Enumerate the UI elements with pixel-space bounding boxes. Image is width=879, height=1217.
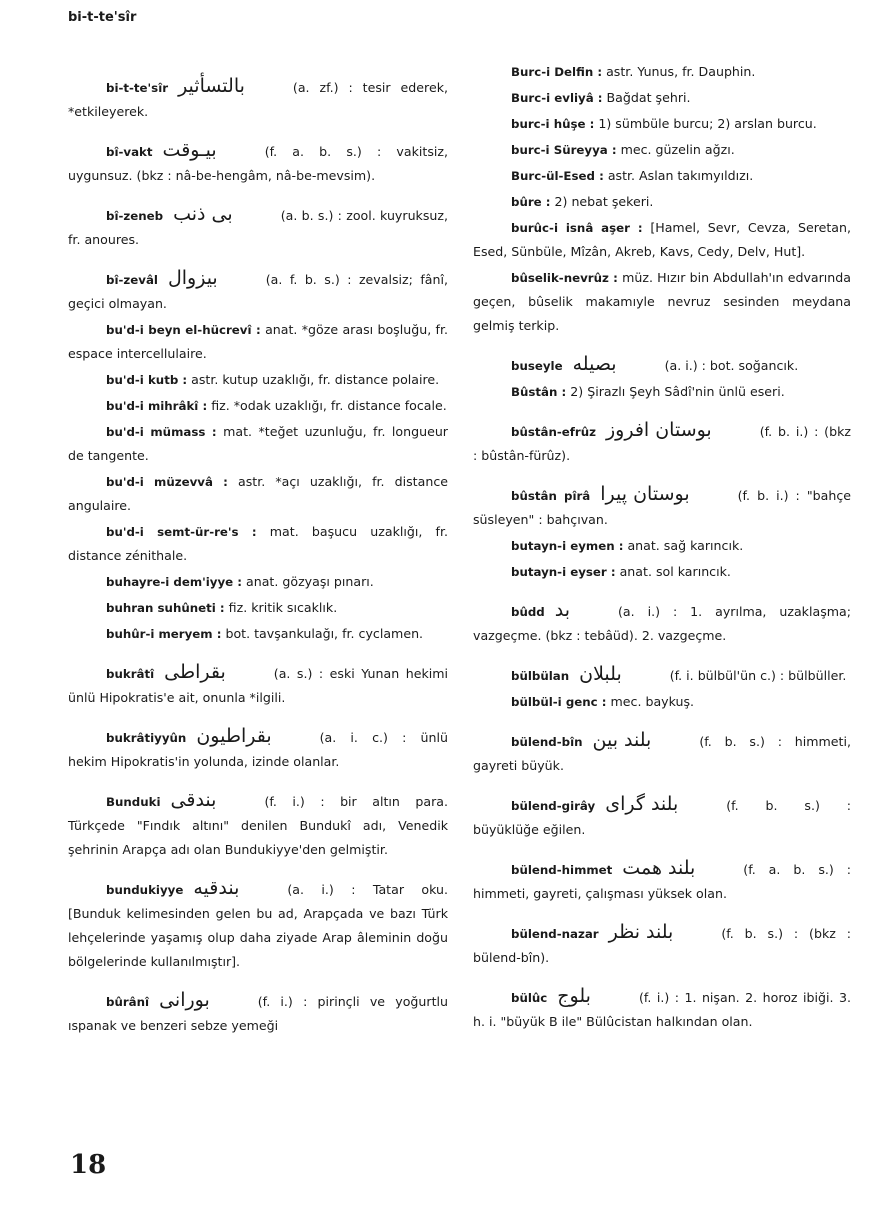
entry-headword: bundukiyye [106, 883, 184, 897]
entry-headword: bî-zeneb [106, 209, 164, 223]
dictionary-entry [68, 394, 448, 418]
dictionary-entry [473, 86, 851, 110]
entry-definition: (f. i. bülbül'ün c.) : bülbüller. [669, 668, 847, 683]
entry-headword: bî-vakt [106, 145, 153, 159]
entry-definition: (a. i.) : 1. ayrılma, uzaklaşma; vazgeçme. (bkz : tebâüd). 2. vazgeçme. [473, 604, 851, 643]
entry-definition: 2) nebat şekeri. [554, 194, 654, 209]
entry-headword: bülend-nazar [511, 927, 599, 941]
entry-headword: bûrânî [106, 995, 150, 1009]
entry-headword: bülbül-i genc : [511, 695, 607, 709]
dictionary-entry [473, 138, 851, 162]
entry-arabic-script: بقراطيون [196, 725, 272, 747]
entry-definition: (a. zf.) : tesir ederek, *etkileyerek. [68, 80, 448, 119]
entry-arabic-script: بلبلان [579, 663, 622, 685]
dictionary-entry [473, 598, 851, 648]
entry-definition: (f. b. s.) : (bkz : bülend-bîn). [473, 926, 851, 965]
entry-definition: anat. sağ karıncık. [627, 538, 744, 553]
page-number: 18 [70, 1150, 107, 1180]
entry-headword: bu'd-i semt-ür-re's : [106, 525, 257, 539]
entry-definition: astr. kutup uzaklığı, fr. distance polaire. [191, 372, 440, 387]
entry-headword: bülend-himmet [511, 863, 613, 877]
dictionary-entry [68, 520, 448, 568]
entry-definition: mat. başucu uzaklığı, fr. distance zénithale. [68, 524, 449, 563]
dictionary-entry [473, 984, 851, 1034]
entry-definition: mat. *teğet uzunluğu, fr. longueur de tangente. [68, 424, 448, 463]
entry-arabic-script: بوستان پيرا [600, 483, 690, 505]
entry-headword: bûstân pîrâ [511, 489, 591, 503]
dictionary-entry [68, 470, 448, 518]
dictionary-entry [473, 380, 851, 404]
dictionary-entry [68, 202, 448, 252]
dictionary-entry [473, 190, 851, 214]
dictionary-entry [473, 112, 851, 136]
entry-definition: astr. Yunus, fr. Dauphin. [606, 64, 756, 79]
entry-headword: bu'd-i mihrâkî : [106, 399, 208, 413]
entry-arabic-script: بى ذنب [173, 203, 233, 225]
entry-arabic-script: بوستان افروز [605, 419, 712, 441]
dictionary-entry [473, 60, 851, 84]
entry-definition: astr. Aslan takımyıldızı. [607, 168, 754, 183]
entry-definition: (f. b. s.) : himmeti, gayreti büyük. [473, 734, 851, 773]
entry-headword: bukrâtî [106, 667, 155, 681]
entry-arabic-script: بيـوقت [162, 139, 217, 161]
entry-arabic-script: بصيله [572, 353, 617, 375]
entry-definition: (a. b. s.) : zool. kuyruksuz, fr. anoures. [68, 208, 448, 247]
entry-arabic-script: بندقى [170, 789, 217, 811]
entry-headword: buhûr-i meryem : [106, 627, 222, 641]
entry-definition: (f. i.) : 1. nişan. 2. horoz ibiği. 3. h. i. "büyük B ile" Bülûcistan halkından olan. [473, 990, 851, 1029]
running-title: bi-t-te'sîr [68, 10, 137, 25]
entry-definition: (a. s.) : eski Yunan hekimi ünlü Hipokratis'e ait, onunla *ilgili. [68, 666, 448, 705]
entry-definition: müz. Hızır bin Abdullah'ın edvarında geçen, bûselik makamıyle nevruz sesinden meydana gelmiş terkip. [473, 270, 851, 333]
entry-definition: 2) Şirazlı Şeyh Sâdî'nin ünlü eseri. [570, 384, 785, 399]
entry-definition: mec. güzelin ağzı. [620, 142, 735, 157]
dictionary-entry [473, 690, 851, 714]
entry-definition: anat. gözyaşı pınarı. [246, 574, 374, 589]
entry-definition: mec. baykuş. [610, 694, 695, 709]
dictionary-entry [68, 596, 448, 620]
right-column [473, 60, 851, 1034]
dictionary-entry [68, 788, 448, 862]
dictionary-entry [473, 216, 851, 264]
entry-definition: (f. a. b. s.) : himmeti, gayreti, çalışması yüksek olan. [473, 862, 851, 901]
entry-headword: bûre : [511, 195, 551, 209]
left-column [68, 60, 448, 1038]
entry-headword: bülbülan [511, 669, 570, 683]
dictionary-entry [473, 728, 851, 778]
entry-headword: buseyle [511, 359, 563, 373]
entry-definition: (a. f. b. s.) : zevalsiz; fânî, geçici olmayan. [68, 272, 448, 311]
entry-headword: bûstân-efrûz [511, 425, 596, 439]
entry-arabic-script: بلند بين [592, 729, 652, 751]
entry-arabic-script: بالتسأثير [178, 75, 245, 97]
entry-headword: burc-i Süreyya : [511, 143, 617, 157]
dictionary-entry [473, 792, 851, 842]
dictionary-entry [68, 570, 448, 594]
dictionary-entry [68, 266, 448, 316]
dictionary-entry [68, 622, 448, 646]
dictionary-entry [473, 482, 851, 532]
dictionary-entry [473, 920, 851, 970]
entry-definition: (f. b. i.) : "bahçe süsleyen" : bahçıvan. [473, 488, 851, 527]
entry-headword: bukrâtiyyûn [106, 731, 187, 745]
entry-headword: Burc-ül-Esed : [511, 169, 604, 183]
dictionary-entry [68, 724, 448, 774]
dictionary-entry [68, 368, 448, 392]
entry-headword: bî-zevâl [106, 273, 158, 287]
entry-definition: (f. i.) : bir altın para. Türkçede "Fındık altını" denilen Bundukî adı, Venedik şehrinin Arapça adı olan Bundukiyye'den gelmiştir. [68, 794, 448, 857]
dictionary-entry [473, 662, 851, 688]
entry-definition: (f. b. s.) : büyüklüğe eğilen. [473, 798, 851, 837]
dictionary-entry [473, 560, 851, 584]
entry-headword: buhayre-i dem'iyye : [106, 575, 242, 589]
entry-headword: bu'd-i müzevvâ : [106, 475, 228, 489]
entry-arabic-script: بقراطى [164, 661, 226, 683]
entry-definition: bot. tavşankulağı, fr. cyclamen. [225, 626, 424, 641]
entry-definition: fiz. kritik sıcaklık. [228, 600, 338, 615]
entry-headword: bu'd-i beyn el-hücrevî : [106, 323, 261, 337]
entry-definition: 1) sümbüle burcu; 2) arslan burcu. [598, 116, 817, 131]
entry-definition: (f. a. b. s.) : vakitsiz, uygunsuz. (bkz : nâ-be-hengâm, nâ-be-mevsim). [68, 144, 448, 183]
dictionary-entry [68, 660, 448, 710]
dictionary-entry [68, 420, 448, 468]
entry-headword: Bûstân : [511, 385, 567, 399]
dictionary-entry [68, 138, 448, 188]
entry-definition: (a. i.) : bot. soğancık. [664, 358, 799, 373]
entry-definition: (a. i.) : Tatar oku. [Bunduk kelimesinden gelen bu ad, Arapçada ve bazı Türk lehçelerinde yaşamış olup daha ziyade Arap âleminin doğu bölgelerinde kullanılmıştır]. [68, 882, 448, 969]
entry-headword: bi-t-te'sîr [106, 81, 169, 95]
entry-headword: bûdd [511, 605, 545, 619]
entry-arabic-script: بد [554, 599, 570, 621]
entry-arabic-script: بلند همت [622, 857, 696, 879]
entry-headword: butayn-i eymen : [511, 539, 624, 553]
entry-definition: (f. b. i.) : (bkz : bûstân-fürûz). [473, 424, 851, 463]
entry-definition: astr. *açı uzaklığı, fr. distance angulaire. [68, 474, 448, 513]
entry-arabic-script: بورانى [159, 989, 210, 1011]
entry-headword: butayn-i eyser : [511, 565, 616, 579]
entry-headword: bülûc [511, 991, 548, 1005]
dictionary-entry [68, 74, 448, 124]
entry-definition: anat. *göze arası boşluğu, fr. espace intercellulaire. [68, 322, 448, 361]
entry-headword: bülend-girây [511, 799, 596, 813]
dictionary-entry [473, 534, 851, 558]
entry-headword: bûselik-nevrûz : [511, 271, 618, 285]
entry-definition: [Hamel, Sevr, Cevza, Seretan, Esed, Sünbüle, Mîzân, Akreb, Kavs, Cedy, Delv, Hut]. [473, 220, 851, 259]
entry-arabic-script: بلوج [557, 985, 591, 1007]
dictionary-entry [473, 856, 851, 906]
entry-headword: Bunduki [106, 795, 161, 809]
dictionary-entry [473, 352, 851, 378]
entry-headword: buhran suhûneti : [106, 601, 225, 615]
entry-headword: Burc-i evliyâ : [511, 91, 603, 105]
entry-definition: (f. i.) : pirinçli ve yoğurtlu ıspanak ve benzeri sebze yemeği [68, 994, 448, 1033]
entry-headword: bülend-bîn [511, 735, 583, 749]
dictionary-entry [68, 876, 448, 974]
dictionary-entry [473, 418, 851, 468]
entry-definition: anat. sol karıncık. [619, 564, 731, 579]
entry-arabic-script: بلند نظر [608, 921, 674, 943]
entry-definition: (a. i. c.) : ünlü hekim Hipokratis'in yolunda, izinde olanlar. [68, 730, 448, 769]
entry-headword: burc-i hûşe : [511, 117, 595, 131]
dictionary-entry [68, 318, 448, 366]
dictionary-entry [473, 164, 851, 188]
entry-definition: Bağdat şehri. [606, 90, 691, 105]
entry-headword: bu'd-i kutb : [106, 373, 188, 387]
dictionary-entry [473, 266, 851, 338]
entry-arabic-script: بلند گراى [605, 793, 679, 815]
dictionary-entry [68, 988, 448, 1038]
entry-arabic-script: بيزوال [167, 267, 218, 289]
entry-arabic-script: بندقيه [193, 877, 240, 899]
entry-headword: Burc-i Delfin : [511, 65, 603, 79]
entry-headword: burûc-i isnâ aşer : [511, 221, 643, 235]
entry-definition: fiz. *odak uzaklığı, fr. distance focale. [211, 398, 447, 413]
entry-headword: bu'd-i mümass : [106, 425, 217, 439]
